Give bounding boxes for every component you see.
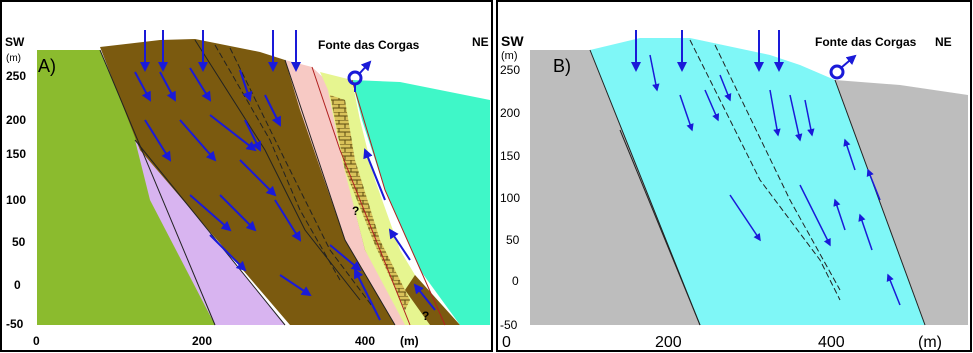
x-tick: 200 bbox=[192, 334, 213, 348]
panel-label: A) bbox=[38, 56, 56, 76]
unknown-mark: ? bbox=[352, 204, 360, 218]
x-tick: 400 bbox=[355, 334, 376, 348]
panel-a bbox=[1, 1, 492, 351]
x-tick: 0 bbox=[502, 334, 511, 351]
x-unit: (m) bbox=[400, 334, 419, 348]
y-unit: (m) bbox=[6, 53, 21, 64]
x-tick: 0 bbox=[33, 334, 40, 348]
corner-ne: NE bbox=[472, 35, 489, 49]
panel-b bbox=[497, 1, 971, 351]
y-unit: (m) bbox=[501, 50, 518, 62]
y-tick: 150 bbox=[6, 147, 27, 161]
corner-sw: SW bbox=[5, 35, 25, 49]
panel-label: B) bbox=[553, 56, 571, 76]
x-tick: 200 bbox=[655, 334, 682, 351]
corner-sw: SW bbox=[501, 33, 524, 49]
y-tick: -50 bbox=[6, 317, 24, 331]
y-tick: 0 bbox=[512, 274, 519, 288]
y-tick: -50 bbox=[500, 318, 518, 332]
x-unit: (m) bbox=[918, 334, 942, 351]
spring-label: Fonte das Corgas bbox=[318, 38, 420, 52]
y-tick: 250 bbox=[500, 63, 521, 77]
y-tick: 100 bbox=[500, 191, 521, 205]
y-tick: 250 bbox=[6, 69, 27, 83]
y-tick: 200 bbox=[6, 113, 27, 127]
x-tick: 400 bbox=[818, 334, 845, 351]
y-tick: 0 bbox=[14, 278, 21, 292]
spring-label: Fonte das Corgas bbox=[815, 35, 917, 49]
y-tick: 200 bbox=[500, 106, 521, 120]
y-tick: 50 bbox=[12, 235, 26, 249]
unknown-mark: ? bbox=[422, 309, 430, 323]
y-tick: 50 bbox=[506, 233, 520, 247]
corner-ne: NE bbox=[935, 35, 952, 49]
y-tick: 150 bbox=[500, 149, 521, 163]
y-tick: 100 bbox=[6, 193, 27, 207]
